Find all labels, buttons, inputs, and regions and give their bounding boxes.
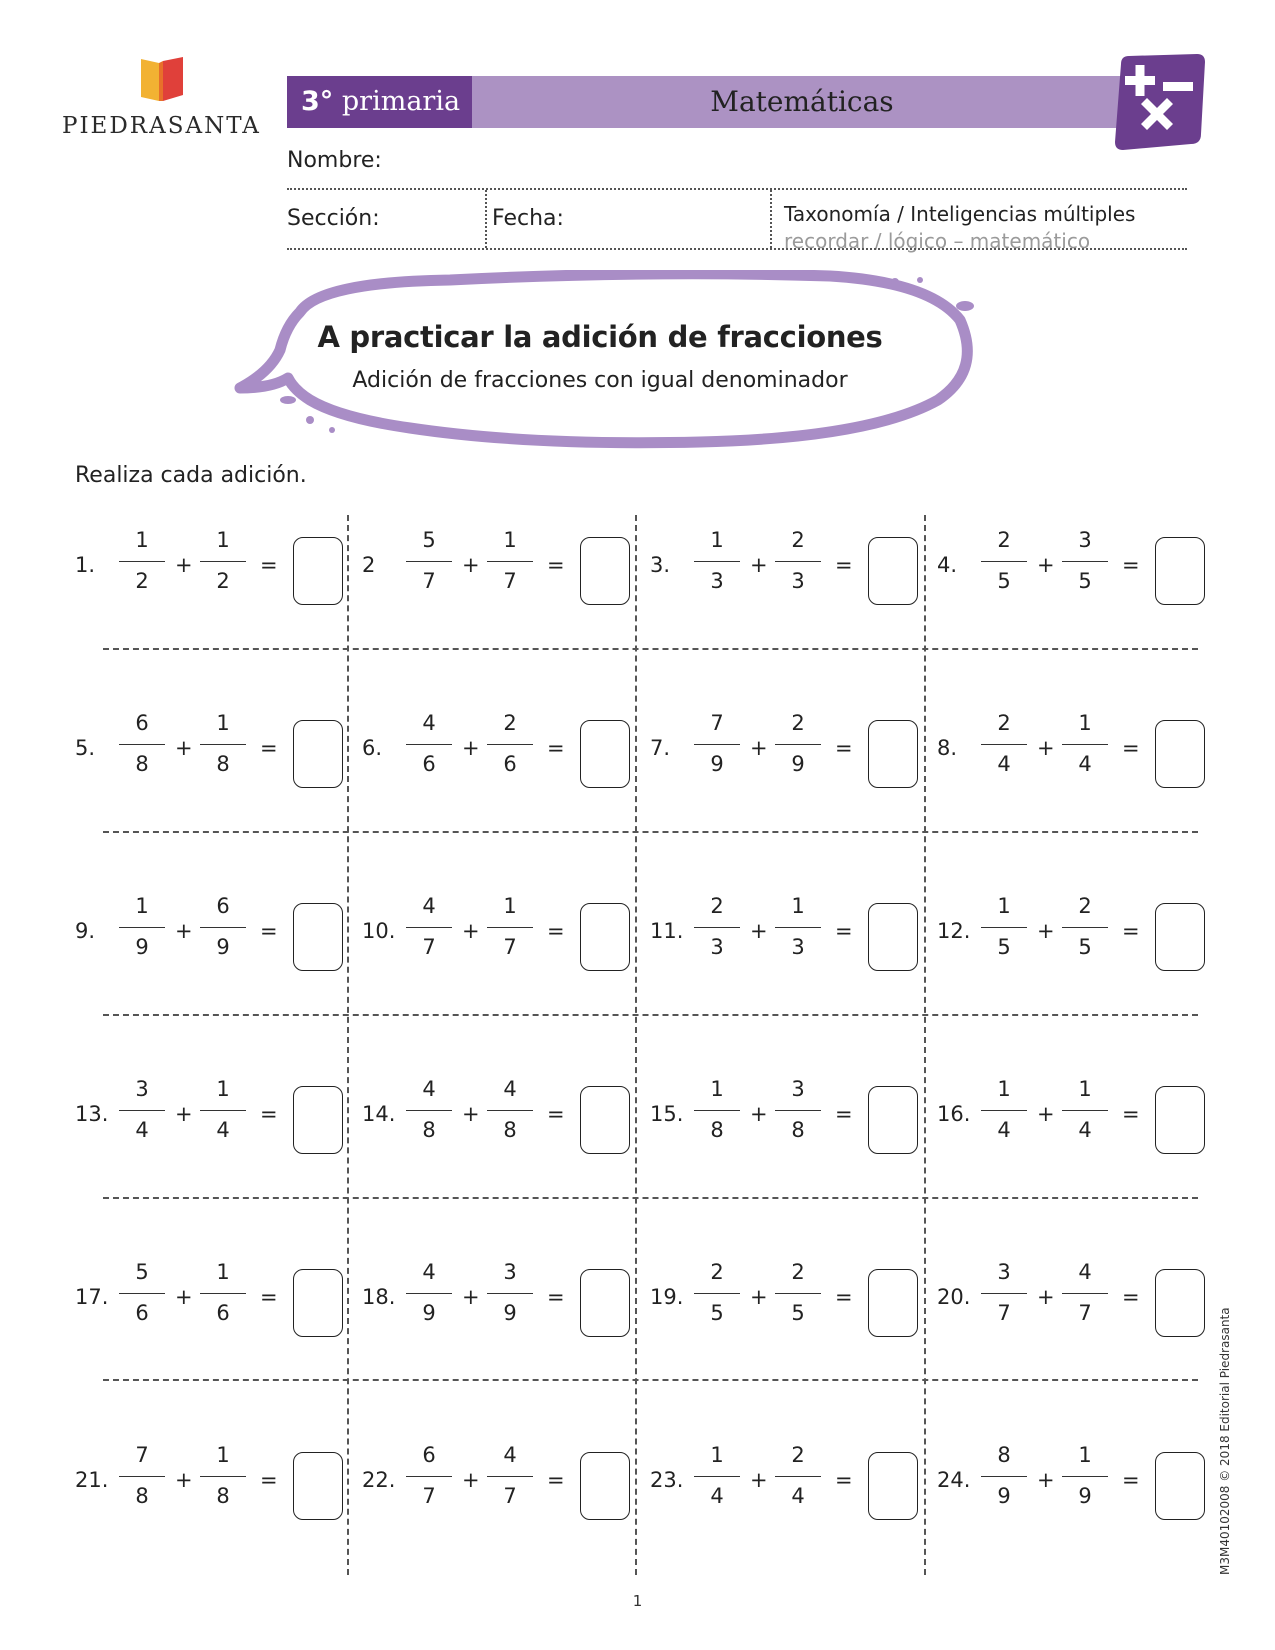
fraction-bar bbox=[1062, 927, 1108, 928]
section-field-label: Sección: bbox=[287, 206, 380, 231]
numerator: 6 bbox=[422, 1443, 436, 1467]
equals-sign: = bbox=[547, 736, 565, 760]
numerator: 1 bbox=[135, 894, 149, 918]
answer-box[interactable] bbox=[580, 1086, 630, 1154]
fraction-bar bbox=[694, 561, 740, 562]
answer-box[interactable] bbox=[868, 537, 918, 605]
fraction-bar bbox=[406, 1476, 452, 1477]
numerator: 1 bbox=[216, 1443, 230, 1467]
subject-title: Matemáticas bbox=[472, 76, 1132, 128]
fraction-bar bbox=[200, 927, 246, 928]
numerator: 1 bbox=[503, 894, 517, 918]
exercise-item bbox=[75, 708, 345, 798]
numerator: 7 bbox=[710, 711, 724, 735]
exercise-number: 2 bbox=[362, 553, 376, 577]
denominator: 9 bbox=[422, 1301, 436, 1325]
plus-sign: + bbox=[750, 1468, 768, 1492]
denominator: 9 bbox=[997, 1484, 1011, 1508]
plus-sign: + bbox=[750, 1285, 768, 1309]
denominator: 8 bbox=[503, 1118, 517, 1142]
fraction-bar bbox=[200, 561, 246, 562]
exercise-number: 10. bbox=[362, 919, 396, 943]
denominator: 7 bbox=[422, 569, 436, 593]
exercise-number: 1. bbox=[75, 553, 96, 577]
fraction-bar bbox=[981, 1110, 1027, 1111]
denominator: 5 bbox=[997, 569, 1011, 593]
denominator: 8 bbox=[216, 1484, 230, 1508]
numerator: 1 bbox=[216, 1260, 230, 1284]
equals-sign: = bbox=[547, 1102, 565, 1126]
numerator: 3 bbox=[791, 1077, 805, 1101]
fraction-bar bbox=[200, 744, 246, 745]
denominator: 4 bbox=[135, 1118, 149, 1142]
exercise-item bbox=[937, 1074, 1207, 1164]
fraction-bar bbox=[694, 744, 740, 745]
exercise-number: 20. bbox=[937, 1285, 971, 1309]
denominator: 4 bbox=[1078, 752, 1092, 776]
exercise-item bbox=[937, 1440, 1207, 1530]
answer-box[interactable] bbox=[868, 1452, 918, 1520]
fraction-bar bbox=[775, 1110, 821, 1111]
answer-box[interactable] bbox=[293, 1269, 343, 1337]
numerator: 4 bbox=[1078, 1260, 1092, 1284]
plus-sign: + bbox=[462, 1102, 480, 1126]
denominator: 5 bbox=[1078, 935, 1092, 959]
answer-box[interactable] bbox=[1155, 1452, 1205, 1520]
answer-box[interactable] bbox=[1155, 903, 1205, 971]
numerator: 3 bbox=[135, 1077, 149, 1101]
plus-sign: + bbox=[175, 1102, 193, 1126]
numerator: 8 bbox=[997, 1443, 1011, 1467]
page-number: 1 bbox=[632, 1592, 643, 1610]
equals-sign: = bbox=[260, 1468, 278, 1492]
equals-sign: = bbox=[260, 919, 278, 943]
exercise-item bbox=[650, 525, 920, 615]
answer-box[interactable] bbox=[293, 1452, 343, 1520]
denominator: 9 bbox=[710, 752, 724, 776]
numerator: 2 bbox=[503, 711, 517, 735]
fraction-bar bbox=[487, 927, 533, 928]
answer-box[interactable] bbox=[868, 1269, 918, 1337]
denominator: 7 bbox=[503, 569, 517, 593]
numerator: 3 bbox=[503, 1260, 517, 1284]
equals-sign: = bbox=[260, 1102, 278, 1126]
denominator: 4 bbox=[216, 1118, 230, 1142]
denominator: 8 bbox=[216, 752, 230, 776]
fraction-bar bbox=[1062, 1110, 1108, 1111]
denominator: 7 bbox=[1078, 1301, 1092, 1325]
taxonomy-value: recordar / lógico – matemático bbox=[784, 229, 1091, 253]
numerator: 1 bbox=[791, 894, 805, 918]
fraction-bar bbox=[119, 927, 165, 928]
denominator: 3 bbox=[791, 935, 805, 959]
numerator: 1 bbox=[216, 1077, 230, 1101]
plus-sign: + bbox=[750, 736, 768, 760]
denominator: 3 bbox=[710, 569, 724, 593]
plus-sign: + bbox=[175, 736, 193, 760]
answer-box[interactable] bbox=[580, 537, 630, 605]
answer-box[interactable] bbox=[580, 903, 630, 971]
numerator: 2 bbox=[791, 1260, 805, 1284]
numerator: 1 bbox=[710, 1077, 724, 1101]
equals-sign: = bbox=[260, 736, 278, 760]
fraction-bar bbox=[981, 744, 1027, 745]
denominator: 7 bbox=[503, 1484, 517, 1508]
exercise-number: 13. bbox=[75, 1102, 109, 1126]
exercise-item bbox=[362, 1440, 632, 1530]
denominator: 4 bbox=[997, 1118, 1011, 1142]
exercise-item bbox=[937, 525, 1207, 615]
denominator: 6 bbox=[135, 1301, 149, 1325]
numerator: 2 bbox=[791, 1443, 805, 1467]
equals-sign: = bbox=[547, 553, 565, 577]
numerator: 3 bbox=[997, 1260, 1011, 1284]
numerator: 4 bbox=[422, 894, 436, 918]
fraction-bar bbox=[406, 1293, 452, 1294]
exercise-number: 21. bbox=[75, 1468, 109, 1492]
numerator: 2 bbox=[1078, 894, 1092, 918]
plus-sign: + bbox=[1037, 1468, 1055, 1492]
fraction-bar bbox=[981, 927, 1027, 928]
numerator: 2 bbox=[997, 711, 1011, 735]
plus-sign: + bbox=[1037, 736, 1055, 760]
exercise-number: 22. bbox=[362, 1468, 396, 1492]
denominator: 8 bbox=[791, 1118, 805, 1142]
numerator: 1 bbox=[710, 528, 724, 552]
fraction-bar bbox=[1062, 1293, 1108, 1294]
exercise-item bbox=[937, 1257, 1207, 1347]
equals-sign: = bbox=[1122, 736, 1140, 760]
exercise-number: 17. bbox=[75, 1285, 109, 1309]
fraction-bar bbox=[200, 1476, 246, 1477]
fraction-bar bbox=[1062, 1476, 1108, 1477]
plus-sign: + bbox=[175, 1285, 193, 1309]
equals-sign: = bbox=[835, 553, 853, 577]
exercise-item bbox=[75, 1257, 345, 1347]
fraction-bar bbox=[200, 1293, 246, 1294]
denominator: 2 bbox=[135, 569, 149, 593]
numerator: 6 bbox=[216, 894, 230, 918]
exercise-item bbox=[362, 891, 632, 981]
exercise-item bbox=[362, 1074, 632, 1164]
numerator: 2 bbox=[791, 528, 805, 552]
fraction-bar bbox=[775, 744, 821, 745]
fraction-bar bbox=[119, 1476, 165, 1477]
exercise-item bbox=[75, 1074, 345, 1164]
denominator: 6 bbox=[503, 752, 517, 776]
plus-sign: + bbox=[462, 1468, 480, 1492]
fraction-bar bbox=[775, 927, 821, 928]
numerator: 4 bbox=[503, 1077, 517, 1101]
numerator: 4 bbox=[422, 1077, 436, 1101]
denominator: 5 bbox=[791, 1301, 805, 1325]
answer-box[interactable] bbox=[580, 720, 630, 788]
equals-sign: = bbox=[1122, 1102, 1140, 1126]
plus-sign: + bbox=[462, 1285, 480, 1309]
equals-sign: = bbox=[547, 1468, 565, 1492]
exercise-number: 18. bbox=[362, 1285, 396, 1309]
plus-sign: + bbox=[1037, 919, 1055, 943]
exercise-item bbox=[75, 1440, 345, 1530]
copyright-text: M3M40102008 © 2018 Editorial Piedrasanta bbox=[1218, 1307, 1232, 1575]
numerator: 1 bbox=[503, 528, 517, 552]
numerator: 1 bbox=[135, 528, 149, 552]
answer-box[interactable] bbox=[293, 1086, 343, 1154]
numerator: 7 bbox=[135, 1443, 149, 1467]
denominator: 7 bbox=[422, 1484, 436, 1508]
fraction-bar bbox=[694, 1293, 740, 1294]
exercise-item bbox=[650, 708, 920, 798]
exercise-number: 7. bbox=[650, 736, 671, 760]
fraction-bar bbox=[775, 561, 821, 562]
exercise-number: 23. bbox=[650, 1468, 684, 1492]
exercise-item bbox=[650, 1440, 920, 1530]
numerator: 2 bbox=[791, 711, 805, 735]
name-field-label: Nombre: bbox=[287, 148, 382, 173]
denominator: 2 bbox=[216, 569, 230, 593]
date-field-label: Fecha: bbox=[492, 206, 564, 231]
equals-sign: = bbox=[835, 1285, 853, 1309]
exercise-item bbox=[362, 1257, 632, 1347]
numerator: 4 bbox=[422, 711, 436, 735]
exercise-number: 12. bbox=[937, 919, 971, 943]
exercise-item bbox=[650, 1074, 920, 1164]
denominator: 5 bbox=[1078, 569, 1092, 593]
fraction-bar bbox=[487, 1293, 533, 1294]
denominator: 7 bbox=[503, 935, 517, 959]
plus-sign: + bbox=[1037, 553, 1055, 577]
equals-sign: = bbox=[547, 1285, 565, 1309]
denominator: 9 bbox=[1078, 1484, 1092, 1508]
answer-box[interactable] bbox=[293, 720, 343, 788]
denominator: 9 bbox=[216, 935, 230, 959]
fraction-bar bbox=[981, 561, 1027, 562]
numerator: 2 bbox=[710, 1260, 724, 1284]
plus-sign: + bbox=[1037, 1285, 1055, 1309]
numerator: 2 bbox=[997, 528, 1011, 552]
fraction-bar bbox=[487, 1110, 533, 1111]
fraction-bar bbox=[1062, 561, 1108, 562]
numerator: 3 bbox=[1078, 528, 1092, 552]
plus-sign: + bbox=[462, 919, 480, 943]
equals-sign: = bbox=[1122, 1468, 1140, 1492]
denominator: 3 bbox=[791, 569, 805, 593]
grade-number: 3° bbox=[301, 86, 334, 117]
equals-sign: = bbox=[260, 553, 278, 577]
exercise-number: 4. bbox=[937, 553, 958, 577]
denominator: 4 bbox=[710, 1484, 724, 1508]
denominator: 8 bbox=[135, 752, 149, 776]
denominator: 5 bbox=[710, 1301, 724, 1325]
numerator: 1 bbox=[997, 894, 1011, 918]
fraction-bar bbox=[775, 1293, 821, 1294]
exercise-number: 3. bbox=[650, 553, 671, 577]
fraction-bar bbox=[119, 744, 165, 745]
fraction-bar bbox=[694, 927, 740, 928]
exercise-number: 8. bbox=[937, 736, 958, 760]
denominator: 4 bbox=[791, 1484, 805, 1508]
equals-sign: = bbox=[547, 919, 565, 943]
logo-text: PIEDRASANTA bbox=[62, 113, 261, 139]
worksheet-subtitle: Adición de fracciones con igual denominador bbox=[352, 368, 848, 393]
denominator: 9 bbox=[135, 935, 149, 959]
answer-box[interactable] bbox=[580, 1452, 630, 1520]
exercise-item bbox=[75, 891, 345, 981]
exercise-item bbox=[650, 891, 920, 981]
fraction-bar bbox=[406, 744, 452, 745]
fraction-bar bbox=[119, 1110, 165, 1111]
plus-sign: + bbox=[750, 553, 768, 577]
fraction-bar bbox=[487, 744, 533, 745]
numerator: 1 bbox=[1078, 1443, 1092, 1467]
fraction-bar bbox=[406, 1110, 452, 1111]
equals-sign: = bbox=[835, 1468, 853, 1492]
numerator: 1 bbox=[997, 1077, 1011, 1101]
plus-sign: + bbox=[462, 553, 480, 577]
numerator: 1 bbox=[1078, 711, 1092, 735]
denominator: 4 bbox=[1078, 1118, 1092, 1142]
exercise-item bbox=[650, 1257, 920, 1347]
answer-box[interactable] bbox=[293, 903, 343, 971]
exercise-item bbox=[75, 525, 345, 615]
answer-box[interactable] bbox=[1155, 537, 1205, 605]
answer-box[interactable] bbox=[293, 537, 343, 605]
denominator: 3 bbox=[710, 935, 724, 959]
numerator: 1 bbox=[1078, 1077, 1092, 1101]
fraction-bar bbox=[119, 1293, 165, 1294]
equals-sign: = bbox=[1122, 553, 1140, 577]
answer-box[interactable] bbox=[868, 1086, 918, 1154]
fraction-bar bbox=[981, 1476, 1027, 1477]
fraction-bar bbox=[487, 561, 533, 562]
plus-sign: + bbox=[750, 1102, 768, 1126]
denominator: 5 bbox=[997, 935, 1011, 959]
plus-sign: + bbox=[175, 553, 193, 577]
plus-sign: + bbox=[462, 736, 480, 760]
equals-sign: = bbox=[1122, 919, 1140, 943]
answer-box[interactable] bbox=[1155, 1086, 1205, 1154]
equals-sign: = bbox=[260, 1285, 278, 1309]
denominator: 8 bbox=[422, 1118, 436, 1142]
denominator: 8 bbox=[710, 1118, 724, 1142]
exercise-number: 6. bbox=[362, 736, 383, 760]
exercise-number: 16. bbox=[937, 1102, 971, 1126]
instruction-text: Realiza cada adición. bbox=[75, 463, 307, 488]
numerator: 1 bbox=[216, 528, 230, 552]
equals-sign: = bbox=[1122, 1285, 1140, 1309]
plus-sign: + bbox=[175, 919, 193, 943]
fraction-bar bbox=[487, 1476, 533, 1477]
exercise-number: 9. bbox=[75, 919, 96, 943]
exercise-item bbox=[362, 708, 632, 798]
exercise-item bbox=[362, 525, 632, 615]
taxonomy-label: Taxonomía / Inteligencias múltiples bbox=[784, 202, 1136, 226]
grade-level: primaria bbox=[341, 86, 461, 117]
worksheet-title: A practicar la adición de fracciones bbox=[317, 320, 883, 354]
numerator: 5 bbox=[422, 528, 436, 552]
answer-box[interactable] bbox=[1155, 1269, 1205, 1337]
denominator: 9 bbox=[503, 1301, 517, 1325]
denominator: 9 bbox=[791, 752, 805, 776]
numerator: 5 bbox=[135, 1260, 149, 1284]
exercise-number: 19. bbox=[650, 1285, 684, 1309]
denominator: 8 bbox=[135, 1484, 149, 1508]
fraction-bar bbox=[981, 1293, 1027, 1294]
plus-sign: + bbox=[1037, 1102, 1055, 1126]
numerator: 6 bbox=[135, 711, 149, 735]
fraction-bar bbox=[406, 927, 452, 928]
numerator: 4 bbox=[503, 1443, 517, 1467]
answer-box[interactable] bbox=[868, 903, 918, 971]
answer-box[interactable] bbox=[580, 1269, 630, 1337]
numerator: 1 bbox=[216, 711, 230, 735]
plus-sign: + bbox=[175, 1468, 193, 1492]
fraction-bar bbox=[694, 1476, 740, 1477]
exercise-number: 24. bbox=[937, 1468, 971, 1492]
exercise-number: 11. bbox=[650, 919, 684, 943]
numerator: 4 bbox=[422, 1260, 436, 1284]
exercise-number: 5. bbox=[75, 736, 96, 760]
numerator: 1 bbox=[710, 1443, 724, 1467]
equals-sign: = bbox=[835, 1102, 853, 1126]
denominator: 4 bbox=[997, 752, 1011, 776]
exercise-number: 14. bbox=[362, 1102, 396, 1126]
answer-box[interactable] bbox=[1155, 720, 1205, 788]
fraction-bar bbox=[775, 1476, 821, 1477]
equals-sign: = bbox=[835, 919, 853, 943]
fraction-bar bbox=[406, 561, 452, 562]
fraction-bar bbox=[694, 1110, 740, 1111]
fraction-bar bbox=[1062, 744, 1108, 745]
numerator: 2 bbox=[710, 894, 724, 918]
denominator: 6 bbox=[216, 1301, 230, 1325]
denominator: 7 bbox=[997, 1301, 1011, 1325]
equals-sign: = bbox=[835, 736, 853, 760]
fraction-bar bbox=[200, 1110, 246, 1111]
exercise-item bbox=[937, 891, 1207, 981]
exercise-item bbox=[937, 708, 1207, 798]
fraction-bar bbox=[119, 561, 165, 562]
denominator: 6 bbox=[422, 752, 436, 776]
plus-sign: + bbox=[750, 919, 768, 943]
answer-box[interactable] bbox=[868, 720, 918, 788]
exercise-number: 15. bbox=[650, 1102, 684, 1126]
denominator: 7 bbox=[422, 935, 436, 959]
